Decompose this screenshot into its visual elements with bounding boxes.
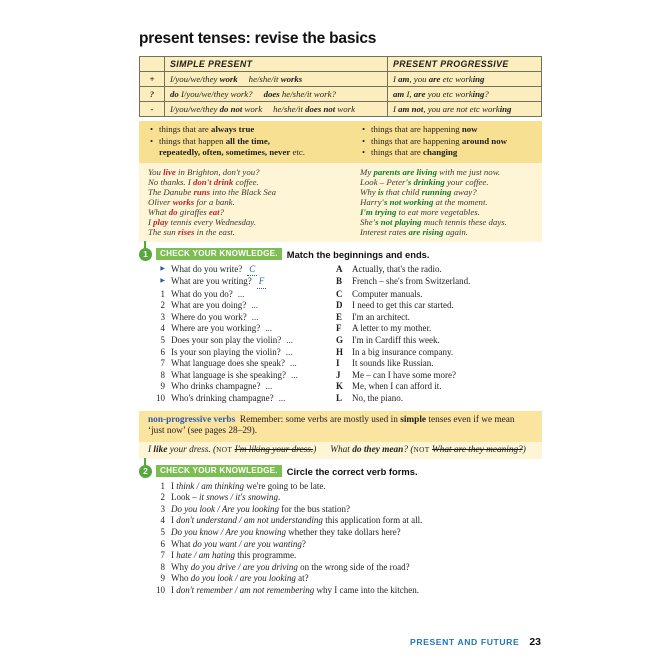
table-header-row xyxy=(140,57,542,72)
examples-band xyxy=(139,163,542,242)
circle-row xyxy=(150,504,542,516)
item-number: 2 xyxy=(160,492,165,503)
match-letter: F xyxy=(336,323,342,334)
answer-blank: ... xyxy=(237,288,245,299)
answer-blank: ... xyxy=(278,393,286,404)
item-number: 10 xyxy=(156,584,165,595)
match-response: In a big insurance company. xyxy=(352,346,454,357)
match-row xyxy=(150,289,542,301)
check-your-knowledge-banner: CHECK YOUR KNOWLEDGE. xyxy=(156,465,282,478)
match-question: Does your son play the violin? xyxy=(171,335,282,346)
match-question: Who's drinking champagne? xyxy=(171,393,274,404)
match-response: Me – can I have some more? xyxy=(352,369,456,380)
match-letter: I xyxy=(336,358,340,369)
circle-sentence: Who do you look / are you looking at? xyxy=(171,573,309,584)
match-question: What are you doing? xyxy=(171,300,247,311)
match-question: Who drinks champagne? xyxy=(171,381,261,392)
circle-row xyxy=(150,515,542,527)
match-response: Computer manuals. xyxy=(352,288,423,299)
circle-row xyxy=(150,481,542,493)
usage-bullet: • things that are happening around now xyxy=(360,136,507,148)
example-arrow-icon: ▶ xyxy=(160,278,165,285)
circle-sentence: Do you know / Are you knowing whether they take dollars here? xyxy=(171,527,401,537)
match-row xyxy=(150,323,542,335)
present-progressive-header: PRESENT PROGRESSIVE xyxy=(388,57,542,72)
answer-blank: ... xyxy=(290,369,298,380)
row-sign: + xyxy=(140,72,165,87)
item-number: 1 xyxy=(160,480,165,491)
item-number: 7 xyxy=(160,550,165,561)
match-letter: B xyxy=(336,276,343,287)
progressive-form: I am, you are etc working xyxy=(388,72,542,87)
exercise-1 xyxy=(139,248,542,405)
non-progressive-examples: I like your dress. (NOT I'm liking your dress.) What do they mean? (NOT What are they meaning?) xyxy=(139,442,542,459)
usage-bullets-band xyxy=(139,121,542,163)
handwritten-answer: C xyxy=(247,264,257,277)
check-your-knowledge-banner: CHECK YOUR KNOWLEDGE. xyxy=(156,248,282,261)
exercise-1-header xyxy=(139,248,542,261)
match-question: What language is she speaking? xyxy=(171,369,286,380)
match-response: No, the piano. xyxy=(352,393,403,404)
example-sentence: She's not playing much tennis these days. xyxy=(360,216,507,227)
match-response: Actually, that's the radio. xyxy=(352,263,442,274)
match-row xyxy=(150,276,542,289)
progressive-form: am I, are you etc working? xyxy=(388,87,542,102)
circle-sentence: What do you want / are you wanting? xyxy=(171,538,306,549)
item-number: 3 xyxy=(160,503,165,514)
item-number: 10 xyxy=(156,393,165,404)
item-number: 8 xyxy=(160,369,165,380)
item-number: 3 xyxy=(160,311,165,322)
match-response: French – she's from Switzerland. xyxy=(352,276,471,287)
match-letter: E xyxy=(336,311,343,322)
simple-present-header: SIMPLE PRESENT xyxy=(165,57,388,72)
match-response: I'm in Cardiff this week. xyxy=(352,335,440,346)
match-response: A letter to my mother. xyxy=(352,323,432,334)
item-number: 8 xyxy=(160,561,165,572)
answer-blank: ... xyxy=(251,300,258,311)
progressive-examples xyxy=(360,167,507,237)
simple-usage-list xyxy=(148,124,360,159)
page-footer xyxy=(410,636,541,648)
circle-list xyxy=(150,481,542,597)
match-letter: G xyxy=(336,335,344,346)
usage-bullet: • things that are changing xyxy=(360,147,507,159)
circle-row xyxy=(150,562,542,574)
simple-form: I/you/we/they work he/she/it works xyxy=(165,72,388,87)
circle-row xyxy=(150,539,542,551)
item-number: 9 xyxy=(160,381,165,392)
match-row xyxy=(150,393,542,405)
answer-blank: ... xyxy=(265,323,272,334)
match-row xyxy=(150,358,542,370)
match-letter: J xyxy=(336,369,341,380)
circle-row xyxy=(150,492,542,504)
match-row xyxy=(150,370,542,382)
match-response: Me, when I can afford it. xyxy=(352,381,442,392)
item-number: 1 xyxy=(160,288,165,299)
match-row xyxy=(150,264,542,277)
row-sign: - xyxy=(140,102,165,117)
match-row xyxy=(150,312,542,324)
example-sentence: I'm trying to eat more vegetables. xyxy=(360,206,480,217)
page-title: present tenses: revise the basics xyxy=(139,30,377,47)
progressive-form: I am not, you are not etc working xyxy=(388,102,542,117)
simple-examples xyxy=(148,167,360,237)
connector-line xyxy=(144,241,146,248)
usage-bullet: • things that happen all the time, repeatedly, often, sometimes, never etc. xyxy=(148,136,360,159)
match-question: What are you writing? xyxy=(171,276,252,287)
circle-sentence: I don't understand / am not understanding this application form at all. xyxy=(171,515,423,526)
match-letter: D xyxy=(336,300,343,311)
item-number: 4 xyxy=(160,515,165,526)
table-row xyxy=(140,87,542,102)
answer-blank: ... xyxy=(286,335,293,346)
circle-row xyxy=(150,585,542,597)
matching-list xyxy=(150,264,542,405)
simple-form: do I/you/we/they work? does he/she/it work? xyxy=(165,87,388,102)
non-progressive-verbs-box xyxy=(139,411,542,459)
example-sentence: Why is that child running away? xyxy=(360,186,477,197)
example-sentence: My parents are living with me just now. xyxy=(360,166,501,177)
match-question: Is your son playing the violin? xyxy=(171,346,281,357)
item-number: 5 xyxy=(160,527,165,537)
item-number: 4 xyxy=(160,323,165,334)
circle-sentence: Do you look / Are you looking for the bus station? xyxy=(171,503,350,514)
item-number: 2 xyxy=(160,300,165,311)
match-row xyxy=(150,347,542,359)
example-arrow-icon: ▶ xyxy=(160,265,165,272)
match-letter: C xyxy=(336,288,343,299)
circle-row xyxy=(150,550,542,562)
answer-blank: ... xyxy=(285,346,293,357)
example-sentence: The Danube runs into the Black Sea xyxy=(148,186,277,197)
match-letter: K xyxy=(336,381,344,392)
table-row xyxy=(140,72,542,87)
example-sentence: Oliver works for a bank. xyxy=(148,196,235,207)
answer-blank: ... xyxy=(251,311,259,322)
circle-row xyxy=(150,527,542,539)
match-response: I'm an architect. xyxy=(352,311,410,322)
example-sentence: The sun rises in the east. xyxy=(148,226,236,237)
match-question: What do you write? xyxy=(171,263,243,274)
example-sentence: Harry's not working at the moment. xyxy=(360,196,488,207)
match-row xyxy=(150,335,542,347)
match-row xyxy=(150,300,542,312)
match-response: I need to get this car started. xyxy=(352,300,454,311)
exercise-number-badge: 1 xyxy=(139,248,152,261)
example-sentence: Look – Peter's drinking your coffee. xyxy=(360,176,489,187)
exercise-instruction: Circle the correct verb forms. xyxy=(286,465,418,477)
table-corner-cell xyxy=(140,57,165,72)
match-question: What do you do? xyxy=(171,288,233,299)
progressive-usage-list xyxy=(360,124,507,159)
usage-bullet: • things that are happening now xyxy=(360,124,507,136)
circle-sentence: I hate / am hating this programme. xyxy=(171,550,297,561)
answer-blank: ... xyxy=(289,358,297,369)
match-question: Where do you work? xyxy=(171,311,247,322)
match-letter: A xyxy=(336,263,343,274)
exercise-2 xyxy=(139,465,542,597)
item-number: 6 xyxy=(160,346,165,357)
match-question: What language does she speak? xyxy=(171,358,285,369)
circle-sentence: Look – it snows / it's snowing. xyxy=(171,492,281,503)
item-number: 5 xyxy=(160,335,165,346)
connector-line xyxy=(144,458,146,465)
example-sentence: No thanks. I don't drink coffee. xyxy=(148,176,259,187)
circle-sentence: Why do you drive / are you driving on the wrong side of the road? xyxy=(171,561,410,572)
item-number: 7 xyxy=(160,358,165,369)
item-number: 9 xyxy=(160,573,165,584)
example-sentence: Interest rates are rising again. xyxy=(360,226,468,237)
simple-form: I/you/we/they do not work he/she/it does not work xyxy=(165,102,388,117)
handwritten-answer: F xyxy=(257,276,267,289)
match-response: It sounds like Russian. xyxy=(352,358,434,369)
exercise-2-header xyxy=(139,465,542,478)
non-progressive-note: non-progressive verbs Remember: some verbs are mostly used in simple tenses even if we mean ‘just now’ (see pages 28–29). xyxy=(139,411,542,442)
exercise-instruction: Match the beginnings and ends. xyxy=(286,248,430,260)
example-sentence: You live in Brighton, don't you? xyxy=(148,166,260,177)
match-letter: H xyxy=(336,346,344,357)
match-question: Where are you working? xyxy=(171,323,261,334)
row-sign: ? xyxy=(140,87,165,102)
usage-bullet: • things that are always true xyxy=(148,124,360,136)
circle-sentence: I think / am thinking we're going to be late. xyxy=(171,480,326,491)
page-content xyxy=(139,30,542,597)
match-letter: L xyxy=(336,393,343,404)
circle-row xyxy=(150,573,542,585)
footer-section-title: PRESENT AND FUTURE xyxy=(409,637,520,647)
circle-sentence: I don't remember / am not remembering why I came into the kitchen. xyxy=(171,584,419,595)
example-sentence: I play tennis every Wednesday. xyxy=(148,216,256,227)
exercise-number-badge: 2 xyxy=(139,465,152,478)
page-number: 23 xyxy=(529,636,541,648)
item-number: 6 xyxy=(160,538,165,549)
table-row xyxy=(140,102,542,117)
match-row xyxy=(150,381,542,393)
answer-blank: ... xyxy=(265,381,273,392)
tense-forms-table xyxy=(139,56,542,117)
example-sentence: What do giraffes eat? xyxy=(148,206,225,217)
